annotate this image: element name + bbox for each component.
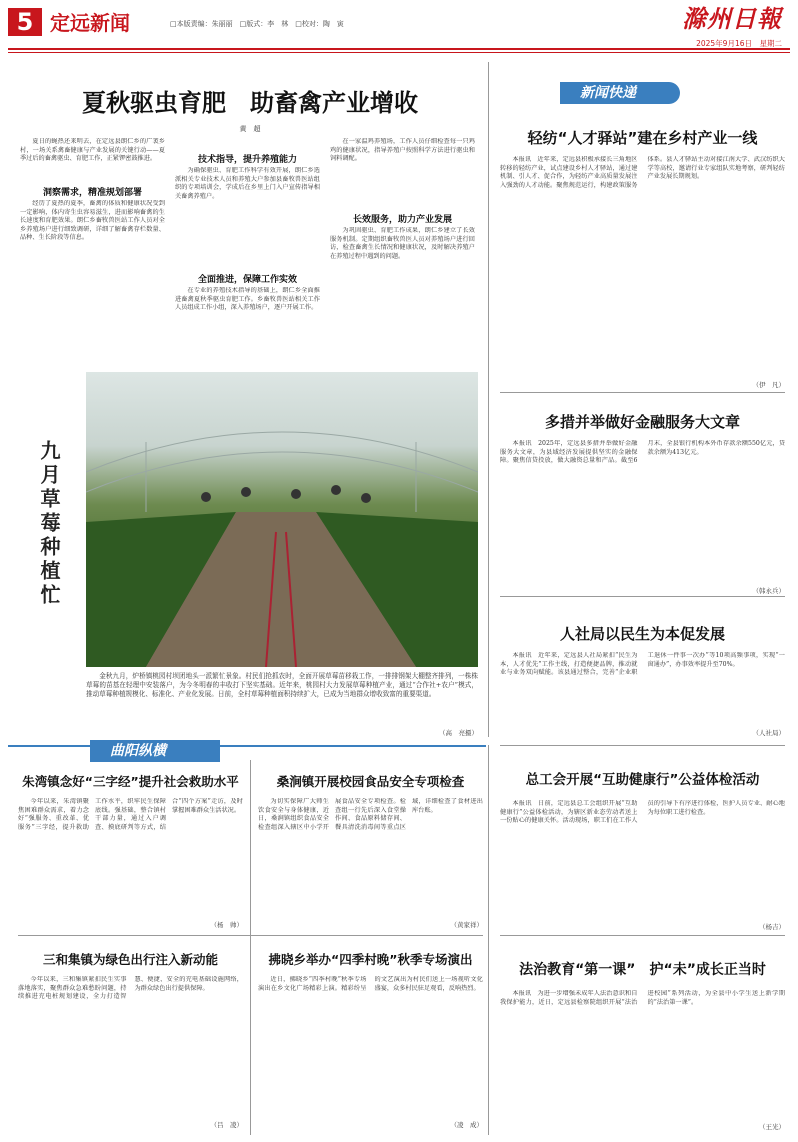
quyang-rule (8, 745, 486, 747)
lead-subhead-1: 洞察需求，精准规划部署 (42, 188, 142, 198)
story2-body: 本报讯 2025年，定远县多措并举做好金融服务大文章，为县域经济发展提供坚实的金融保障。聚焦信贷投放，做大融资总量和产品。截至6月末，全县银行机构本外币存款余额550亿元，贷款余额为413亿元。 (500, 440, 785, 465)
page-number: 5 (8, 8, 42, 36)
story5-body: 本报讯 为进一步增强未成年人法治意识和自我保护能力，近日，定远县检察院组织开展“法治进校园”系列活动，为全县中小学生送上新学期的“法治第一课”。 (500, 990, 785, 1006)
story3-title: 人社局以民生为本促发展 (559, 625, 725, 643)
header-rule-thin (8, 52, 790, 53)
lead-col1-intro: 夏日的蝇热还来明去，在定远县朗仁乡的广袤乡村，一场关系禽畜健康与产业发展的关键行动——夏季过后的畜禽驱虫、育肥工作，正紧锣密鼓推进。 (20, 138, 165, 163)
quyang-story4-body: 近日，拂晓乡“四季村晚”秋季专场演出在乡文化广场精彩上演。精彩纷呈的文艺演出为村民们送上一场视听文化盛宴，众多村民驻足观看，反响热烈。 (258, 976, 483, 992)
lead-subhead-4: 长效服务，助力产业发展 (352, 215, 452, 225)
quyang-story4-title: 拂晓乡举办“四季村晚”秋季专场演出 (268, 952, 473, 967)
divider (500, 935, 785, 936)
photo-caption: 金秋九月，炉桥镇桃园村坝团地头一派繁忙景象。村民们抢抓农时，全面开展草莓苗移栽工作，一排排钢架大棚整齐排列，一株株草莓的苗基在轻理中安装落户，为今冬明春的丰收打下坚实基础。近年来，桃园村大力发展草莓种植产业，通过“合作社+农户”模式，推动草莓种植规模化、标准化、产业化发展。日前，全村草莓种植面积持续扩大，已成为当地群众增收致富的重要渠道。 (86, 672, 478, 699)
lead-subhead-2: 技术指导，提升养殖能力 (197, 155, 297, 165)
lead-col2-body: 为确保驱虫、育肥工作科学有效开展，朗仁乡选派相关专业技术人员和养殖大户参加县畜牧兽医站组织的专项培训会，学成后在乡里上门入户宣传指导相关畜禽养殖户。 (175, 167, 320, 200)
lead-col1-body: 经历了夏热的夏季，畜禽的体质和健康状况受到一定影响，体内寄生虫容易滋生，进而影响畜禽的生长速度和育肥效果。朗仁乡畜牧兽医站工作人员对全乡养殖场户进行细致调研，详细了解畜禽存栏数量、品种、生长阶段等信息。 (20, 200, 165, 242)
quyang-story3-title: 三和集镇为绿色出行注入新动能 (42, 952, 218, 967)
lead-title: 夏秋驱虫育肥 助畜禽产业增收 (82, 89, 418, 117)
story3-body: 本报讯 近年来，定远县人社局紧扣“民生为本，人才优先”工作主线，打造便捷品牌，推动就业与业务双向赋能。该县通过整合，完善“企业职工退休一件事一次办”等10项高频事项，实现“一窗通办”，办事效率提升至70%。 (500, 652, 785, 677)
story5-author: （王光） (759, 1123, 785, 1131)
quyang-story1-body: 今年以来，朱湾镇聚焦困难群众需求，着力念好“强服务、重改革、优服务”三字经，提升救助工作水平，织牢民生保障底线。强基础，整合镇村干部力量，通过入户调查、摸底研判等方式，结合“四个方案”走访，及时掌握困难群众生活状况。 (18, 798, 243, 831)
divider (500, 745, 785, 746)
story4-body: 本报讯 日前，定远县总工会组织开展“互助健康行”公益体检活动，为辖区新业态劳动者送上一份贴心的健康关怀。活动现场，职工们在工作人员的引导下有序进行体检，医护人员专业、耐心地为每位职工进行检查。 (500, 800, 785, 825)
story4-author: （杨吉） (759, 923, 785, 931)
lead-subhead-3: 全面推进，保障工作实效 (197, 275, 297, 285)
divider (500, 596, 785, 597)
quyang-story1-author: （杨 帅） (210, 921, 243, 929)
issue-date: 2025年9月16日 星期二 (696, 39, 782, 48)
lead-author: 黄 超 (239, 125, 261, 133)
quyang-story4-author: （凌 成） (450, 1121, 483, 1129)
quyang-story1-title: 朱湾镇念好“三字经”提升社会救助水平 (22, 774, 239, 789)
editor-credits: □本版责编：朱丽丽 □版式：李 林 □校对：陶 寅 (170, 20, 344, 28)
quyang-story3-author: （吕 凌） (210, 1121, 243, 1129)
quyang-story2-title: 桑涧镇开展校园食品安全专项检查 (276, 774, 465, 789)
story1-author: （伊 凡） (752, 381, 785, 389)
lead-col2b-body: 在专业的养殖技术指导的基础上，朗仁乡全面推进畜禽夏秋季驱虫育肥工作。乡畜牧兽医站相关工作人员组成工作小组，深入养殖场户，逐户开展工作。 (175, 287, 320, 312)
section-name: 定远新闻 (50, 11, 130, 35)
story5-title: 法治教育“第一课” 护“未”成长正当时 (519, 962, 766, 978)
story4-title: 总工会开展“互助健康行”公益体检活动 (525, 772, 760, 788)
story3-author: （人社局） (752, 729, 785, 737)
lead-col3-body: 在一家温鸡养殖场，工作人员仔细检查每一只鸡鸡的健康状况，指导养殖户按照科学方法进行驱虫和饲料调配。 (330, 138, 475, 163)
newspaper-logo: 滁州日報 (682, 4, 782, 33)
column-divider (250, 760, 251, 1135)
column-divider (488, 62, 489, 737)
news-express-banner: 新闻快递 (560, 82, 680, 104)
quyang-story3-body: 今年以来，三和集镇紧扣民生实事落地落实，聚焦群众急难愁盼问题，持续推进充电桩规划建设，全力打造智慧、便捷、安全的充电基础设施网络，为群众绿色出行提供保障。 (18, 976, 243, 1001)
greenhouse-illustration (86, 372, 478, 667)
story2-title: 多措并举做好金融服务大文章 (544, 413, 740, 431)
lead-col3b-body: 为巩固驱虫、育肥工作成果，朗仁乡建立了长效服务机制。定期组织畜牧兽医人员对养殖场户进行回访，检查畜禽生长情况和健康状况，及时解决养殖户在养殖过程中遇到的问题。 (330, 227, 475, 260)
quyang-banner: 曲阳纵横 (90, 740, 220, 762)
divider (18, 935, 483, 936)
strawberry-field-photo (86, 372, 478, 667)
story1-body: 本报讯 近年来，定远县积极承接长三角地区转移的轻纺产业，试点建设乡村人才驿站，通过建机制、引人才、促合作，为轻纺产业高质量发展注入强劲的人才动能。聚焦规范运行，构建政策服务体系。县人才驿站主动对接江南大学、武汉纺织大学等高校，邀请行业专家组队实地考察，研判轻纺产业发展长期规划。 (500, 156, 785, 189)
quyang-story2-author: （黄家祥） (450, 921, 483, 929)
photo-caption-title: 九月草莓种植忙 (37, 440, 61, 608)
header-rule (8, 48, 790, 50)
photo-credit: （高 亮摄） (439, 729, 478, 737)
story1-title: 轻纺“人才驿站”建在乡村产业一线 (527, 129, 758, 147)
quyang-story2-body: 为切实保障广大师生饮食安全与身体健康，近日，桑涧镇组织食品安全检查组深入辖区中小学开展食品安全专项检查。检查组一行先后深入食堂操作间、食品原料储存间、餐具清洗消毒间等重点区域，详细检查了食材进出库台账。 (258, 798, 483, 831)
story2-author: （韩永兵） (752, 587, 785, 595)
divider (500, 392, 785, 393)
column-divider (488, 745, 489, 1135)
